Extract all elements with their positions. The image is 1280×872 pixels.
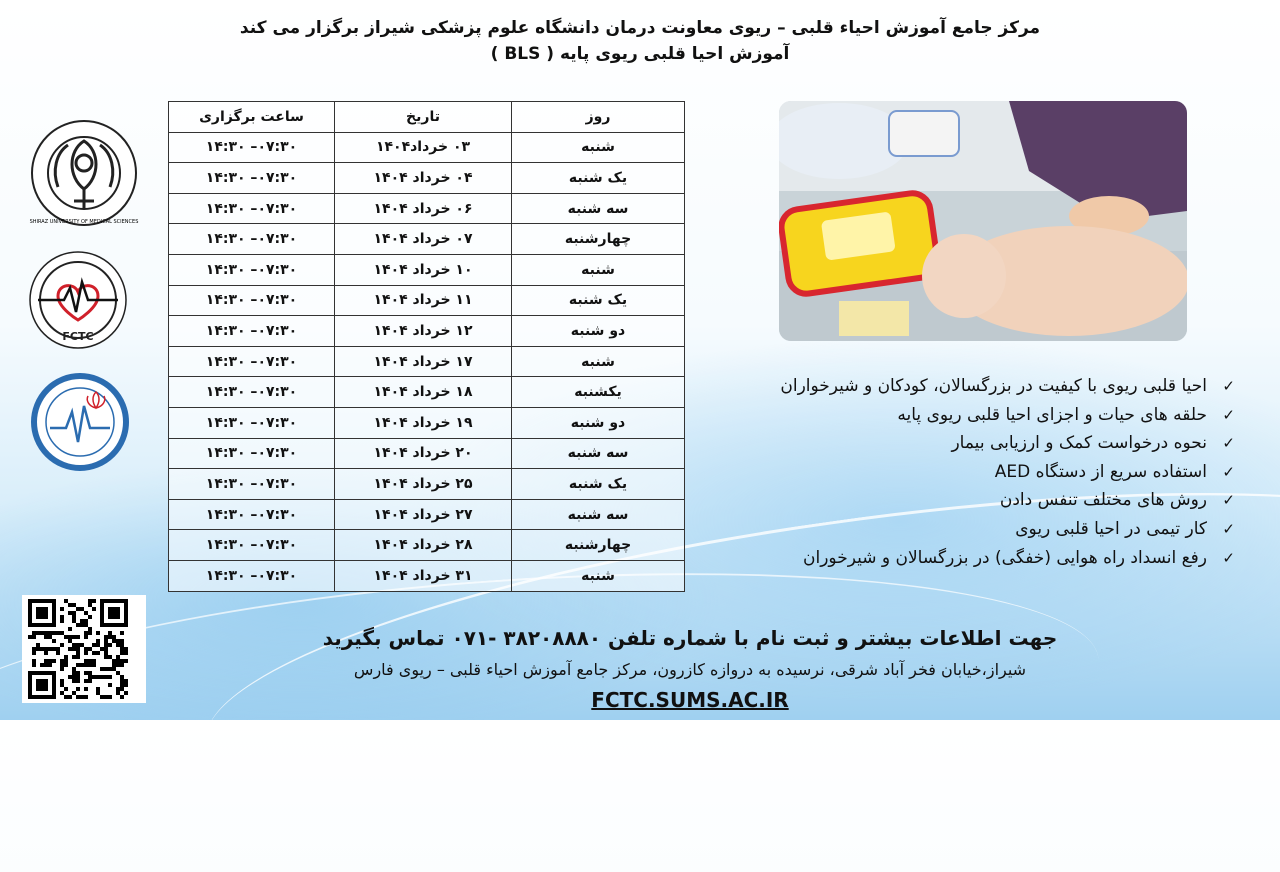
qr-module [108, 635, 112, 639]
qr-module [96, 639, 100, 643]
table-row [169, 285, 685, 316]
feature-item [690, 401, 1235, 430]
qr-module [32, 647, 36, 651]
qr-module [56, 651, 60, 655]
qr-module [36, 643, 40, 647]
feature-text: حلقه های حیات و اجزای احیا قلبی ریوی پایه [897, 404, 1207, 425]
qr-module [68, 603, 72, 607]
qr-module [104, 655, 108, 659]
cell-day: سه شنبه [512, 438, 685, 469]
qr-module [44, 663, 48, 667]
qr-module [60, 607, 64, 611]
feature-text: استفاده سریع از دستگاه AED [994, 461, 1207, 482]
cell-date: ۱۹ خرداد ۱۴۰۴ [335, 407, 512, 438]
qr-module [88, 615, 92, 619]
feature-item [690, 372, 1235, 401]
qr-module [48, 631, 52, 635]
qr-module [124, 659, 128, 663]
qr-module [84, 671, 88, 675]
qr-module [84, 619, 88, 623]
qr-module [124, 683, 128, 687]
fctc-caption: FCTC [62, 330, 94, 343]
qr-module [36, 647, 40, 651]
qr-module [116, 687, 120, 691]
qr-module [68, 627, 72, 631]
qr-module [72, 643, 76, 647]
qr-module [92, 599, 96, 603]
qr-module [80, 663, 84, 667]
cell-day: شنبه [512, 560, 685, 591]
qr-module [72, 603, 76, 607]
qr-module [120, 683, 124, 687]
qr-module [92, 663, 96, 667]
cell-date: ۲۰ خرداد ۱۴۰۴ [335, 438, 512, 469]
cpr-training-photo [779, 101, 1187, 341]
cell-day: سه شنبه [512, 193, 685, 224]
qr-module [68, 647, 72, 651]
qr-module [92, 659, 96, 663]
table-row [169, 560, 685, 591]
qr-module [28, 635, 32, 639]
checkmark-icon: ✓ [1222, 491, 1235, 510]
contact-address: شیراز،خیابان فخر آباد شرقی، نرسیده به دروازه کازرون، مرکز جامع آموزش احیاء قلبی – ریوی فارس [353, 660, 1027, 679]
qr-module [120, 687, 124, 691]
qr-module [120, 647, 124, 651]
qr-module [32, 659, 36, 663]
qr-module [72, 619, 76, 623]
cell-time: ۰۷:۳۰– ۱۴:۳۰ [169, 193, 335, 224]
qr-module [100, 667, 104, 671]
feature-item [690, 429, 1235, 458]
qr-module [112, 663, 116, 667]
qr-code-icon [22, 595, 146, 703]
cell-day: یک شنبه [512, 285, 685, 316]
qr-module [88, 631, 92, 635]
cell-time: ۰۷:۳۰– ۱۴:۳۰ [169, 407, 335, 438]
qr-module [76, 623, 80, 627]
qr-module [84, 647, 88, 651]
qr-module [60, 667, 64, 671]
qr-module [120, 631, 124, 635]
qr-module [76, 679, 80, 683]
qr-module [104, 639, 108, 643]
qr-module [48, 635, 52, 639]
checkmark-icon: ✓ [1222, 377, 1235, 395]
qr-module [48, 659, 52, 663]
ecg-lotus-logo-icon [26, 372, 134, 472]
qr-module [84, 651, 88, 655]
qr-finder [36, 679, 48, 691]
cell-time: ۰۷:۳۰– ۱۴:۳۰ [169, 132, 335, 163]
feature-item [690, 515, 1235, 544]
qr-module [72, 671, 76, 675]
qr-module [116, 643, 120, 647]
cell-day: چهارشنبه [512, 530, 685, 561]
table-row [169, 469, 685, 500]
cell-date: ۱۸ خرداد ۱۴۰۴ [335, 377, 512, 408]
qr-module [64, 663, 68, 667]
cell-day: یک شنبه [512, 163, 685, 194]
table-row [169, 132, 685, 163]
qr-module [56, 631, 60, 635]
qr-module [68, 695, 72, 699]
qr-module [112, 635, 116, 639]
qr-module [108, 631, 112, 635]
qr-module [92, 607, 96, 611]
qr-module [124, 691, 128, 695]
heart-ecg-logo-icon [24, 248, 132, 352]
feature-text: روش های مختلف تنفس دادن [999, 490, 1207, 511]
table-row [169, 499, 685, 530]
cell-time: ۰۷:۳۰– ۱۴:۳۰ [169, 377, 335, 408]
qr-module [108, 643, 112, 647]
qr-module [120, 695, 124, 699]
cell-day: دو شنبه [512, 407, 685, 438]
table-row [169, 438, 685, 469]
qr-module [72, 679, 76, 683]
cell-time: ۰۷:۳۰– ۱۴:۳۰ [169, 499, 335, 530]
qr-module [116, 639, 120, 643]
qr-module [36, 631, 40, 635]
qr-module [64, 695, 68, 699]
qr-module [84, 663, 88, 667]
qr-module [72, 655, 76, 659]
qr-module [100, 647, 104, 651]
qr-module [60, 643, 64, 647]
qr-module [64, 599, 68, 603]
table-row [169, 193, 685, 224]
qr-module [76, 671, 80, 675]
qr-module [60, 631, 64, 635]
qr-module [88, 599, 92, 603]
table-row [169, 346, 685, 377]
table-row [169, 530, 685, 561]
qr-module [124, 647, 128, 651]
qr-module [76, 647, 80, 651]
qr-module [72, 691, 76, 695]
cell-date: ۳۱ خرداد ۱۴۰۴ [335, 560, 512, 591]
cell-time: ۰۷:۳۰– ۱۴:۳۰ [169, 285, 335, 316]
sums-logo [28, 117, 140, 229]
qr-module [60, 683, 64, 687]
qr-module [84, 687, 88, 691]
cell-day: شنبه [512, 346, 685, 377]
page-title: مرکز جامع آموزش احیاء قلبی – ریوی معاونت درمان دانشگاه علوم پزشکی شیراز برگزار می کند [239, 18, 1041, 38]
cell-time: ۰۷:۳۰– ۱۴:۳۰ [169, 346, 335, 377]
qr-module [84, 695, 88, 699]
fctc-logo [24, 248, 132, 352]
table-row [169, 377, 685, 408]
qr-module [68, 675, 72, 679]
qr-module [80, 695, 84, 699]
qr-module [104, 643, 108, 647]
qr-module [72, 635, 76, 639]
table-row [169, 224, 685, 255]
qr-module [84, 659, 88, 663]
qr-module [44, 647, 48, 651]
qr-module [88, 663, 92, 667]
feature-text: کار تیمی در احیا قلبی ریوی [1015, 518, 1207, 539]
qr-module [120, 643, 124, 647]
cell-date: ۱۲ خرداد ۱۴۰۴ [335, 316, 512, 347]
checkmark-icon: ✓ [1222, 462, 1235, 481]
checkmark-icon: ✓ [1222, 405, 1235, 424]
shiraz-university-emblem-icon [28, 117, 140, 229]
qr-module [72, 647, 76, 651]
qr-module [64, 687, 68, 691]
qr-module [112, 659, 116, 663]
qr-module [76, 635, 80, 639]
qr-module [116, 655, 120, 659]
table-header-row [169, 102, 685, 133]
qr-module [52, 639, 56, 643]
qr-module [52, 647, 56, 651]
qr-module [88, 679, 92, 683]
qr-module [88, 627, 92, 631]
schedule-body [169, 132, 685, 591]
cell-day: چهارشنبه [512, 224, 685, 255]
qr-module [60, 615, 64, 619]
website-link[interactable]: FCTC.SUMS.AC.IR [591, 688, 789, 712]
qr-module [60, 659, 64, 663]
qr-module [32, 651, 36, 655]
qr-module [112, 667, 116, 671]
cell-date: ۰۶ خرداد ۱۴۰۴ [335, 193, 512, 224]
cell-date: ۱۱ خرداد ۱۴۰۴ [335, 285, 512, 316]
qr-module [72, 667, 76, 671]
qr-module [76, 643, 80, 647]
qr-module [48, 647, 52, 651]
qr-module [116, 663, 120, 667]
cell-time: ۰۷:۳۰– ۱۴:۳۰ [169, 316, 335, 347]
qr-module [104, 695, 108, 699]
qr-module [108, 683, 112, 687]
qr-finder [36, 607, 48, 619]
table-row [169, 316, 685, 347]
feature-item [690, 544, 1235, 573]
cell-day: شنبه [512, 132, 685, 163]
qr-module [84, 611, 88, 615]
qr-module [120, 659, 124, 663]
qr-module [124, 679, 128, 683]
qr-module [96, 631, 100, 635]
qr-module [52, 631, 56, 635]
cell-day: دو شنبه [512, 316, 685, 347]
cell-date: ۲۷ خرداد ۱۴۰۴ [335, 499, 512, 530]
cell-time: ۰۷:۳۰– ۱۴:۳۰ [169, 438, 335, 469]
qr-module [108, 655, 112, 659]
table-row [169, 254, 685, 285]
qr-module [88, 659, 92, 663]
qr-module [72, 675, 76, 679]
qr-module [96, 687, 100, 691]
qr-module [68, 639, 72, 643]
qr-module [104, 635, 108, 639]
qr-module [60, 619, 64, 623]
qr-module [116, 659, 120, 663]
column-header-day: روز [512, 102, 685, 133]
qr-module [116, 691, 120, 695]
qr-module [100, 695, 104, 699]
table-row [169, 407, 685, 438]
qr-module [88, 647, 92, 651]
critical-care-logo [26, 372, 134, 472]
qr-module [44, 651, 48, 655]
qr-module [80, 643, 84, 647]
qr-module [64, 635, 68, 639]
qr-module [108, 695, 112, 699]
qr-module [60, 679, 64, 683]
page-subtitle: آموزش احیا قلبی ریوی پایه ( BLS ) [490, 44, 790, 64]
qr-module [64, 655, 68, 659]
qr-module [96, 691, 100, 695]
qr-module [32, 635, 36, 639]
qr-module [40, 631, 44, 635]
cell-date: ۲۵ خرداد ۱۴۰۴ [335, 469, 512, 500]
cell-time: ۰۷:۳۰– ۱۴:۳۰ [169, 254, 335, 285]
features-list [690, 372, 1235, 572]
qr-module [124, 651, 128, 655]
qr-module [48, 663, 52, 667]
qr-module [92, 643, 96, 647]
qr-module [84, 679, 88, 683]
cell-time: ۰۷:۳۰– ۱۴:۳۰ [169, 224, 335, 255]
qr-module [64, 659, 68, 663]
qr-module [68, 635, 72, 639]
qr-module [88, 675, 92, 679]
checkmark-icon: ✓ [1222, 548, 1235, 567]
qr-module [76, 695, 80, 699]
feature-text: رفع انسداد راه هوایی (خفگی) در بزرگسالان و شیرخوران [803, 547, 1207, 568]
qr-module [72, 615, 76, 619]
qr-module [112, 639, 116, 643]
table-row [169, 163, 685, 194]
qr-module [32, 663, 36, 667]
qr-module [92, 675, 96, 679]
qr-module [72, 611, 76, 615]
cell-date: ۲۸ خرداد ۱۴۰۴ [335, 530, 512, 561]
schedule-table [168, 101, 685, 592]
cell-time: ۰۷:۳۰– ۱۴:۳۰ [169, 469, 335, 500]
feature-item [690, 486, 1235, 515]
qr-module [116, 671, 120, 675]
qr-module [76, 663, 80, 667]
qr-module [84, 635, 88, 639]
cell-date: ۱۰ خرداد ۱۴۰۴ [335, 254, 512, 285]
qr-module [40, 663, 44, 667]
qr-module [88, 603, 92, 607]
qr-code [22, 595, 146, 703]
qr-module [88, 671, 92, 675]
qr-module [100, 675, 104, 679]
cpr-training-photo-icon [779, 101, 1187, 341]
qr-module [120, 675, 124, 679]
qr-module [44, 631, 48, 635]
checkmark-icon: ✓ [1222, 519, 1235, 538]
qr-module [44, 635, 48, 639]
contact-phone-line: جهت اطلاعات بیشتر و ثبت نام با شماره تلفن ۳۸۲۰۸۸۸۰ -۰۷۱ تماس بگیرید [322, 626, 1058, 650]
sums-caption: SHIRAZ UNIVERSITY OF MEDICAL SCIENCES [29, 219, 139, 225]
qr-module [120, 651, 124, 655]
qr-module [96, 643, 100, 647]
column-header-date: تاریخ [335, 102, 512, 133]
qr-module [120, 679, 124, 683]
qr-module [76, 651, 80, 655]
qr-module [76, 607, 80, 611]
qr-module [76, 675, 80, 679]
qr-module [80, 619, 84, 623]
qr-module [56, 647, 60, 651]
qr-module [120, 639, 124, 643]
cell-day: شنبه [512, 254, 685, 285]
qr-module [104, 667, 108, 671]
column-header-time: ساعت برگزاری [169, 102, 335, 133]
cell-date: ۱۷ خرداد ۱۴۰۴ [335, 346, 512, 377]
feature-text: نحوه درخواست کمک و ارزیابی بیمار [951, 433, 1207, 454]
cell-time: ۰۷:۳۰– ۱۴:۳۰ [169, 530, 335, 561]
cell-date: ۰۴ خرداد ۱۴۰۴ [335, 163, 512, 194]
qr-module [60, 691, 64, 695]
cell-day: یکشنبه [512, 377, 685, 408]
checkmark-icon: ✓ [1222, 434, 1235, 453]
feature-text: احیا قلبی ریوی با کیفیت در بزرگسالان، کودکان و شیرخواران [780, 376, 1207, 396]
qr-module [60, 663, 64, 667]
qr-module [40, 647, 44, 651]
qr-module [104, 675, 108, 679]
qr-module [76, 655, 80, 659]
cell-time: ۰۷:۳۰– ۱۴:۳۰ [169, 163, 335, 194]
qr-module [52, 659, 56, 663]
qr-module [92, 651, 96, 655]
cell-day: یک شنبه [512, 469, 685, 500]
cell-date: ۰۳ خرداد۱۴۰۴ [335, 132, 512, 163]
qr-module [108, 667, 112, 671]
cell-time: ۰۷:۳۰– ۱۴:۳۰ [169, 560, 335, 591]
qr-module [108, 675, 112, 679]
qr-module [120, 663, 124, 667]
qr-module [44, 659, 48, 663]
cell-day: سه شنبه [512, 499, 685, 530]
qr-module [68, 611, 72, 615]
qr-module [104, 651, 108, 655]
qr-finder [108, 607, 120, 619]
qr-module [80, 623, 84, 627]
qr-module [80, 607, 84, 611]
qr-module [32, 631, 36, 635]
qr-module [104, 647, 108, 651]
feature-item [690, 458, 1235, 487]
qr-module [96, 651, 100, 655]
qr-module [84, 623, 88, 627]
qr-module [76, 687, 80, 691]
qr-module [96, 675, 100, 679]
cell-date: ۰۷ خرداد ۱۴۰۴ [335, 224, 512, 255]
qr-module [84, 631, 88, 635]
